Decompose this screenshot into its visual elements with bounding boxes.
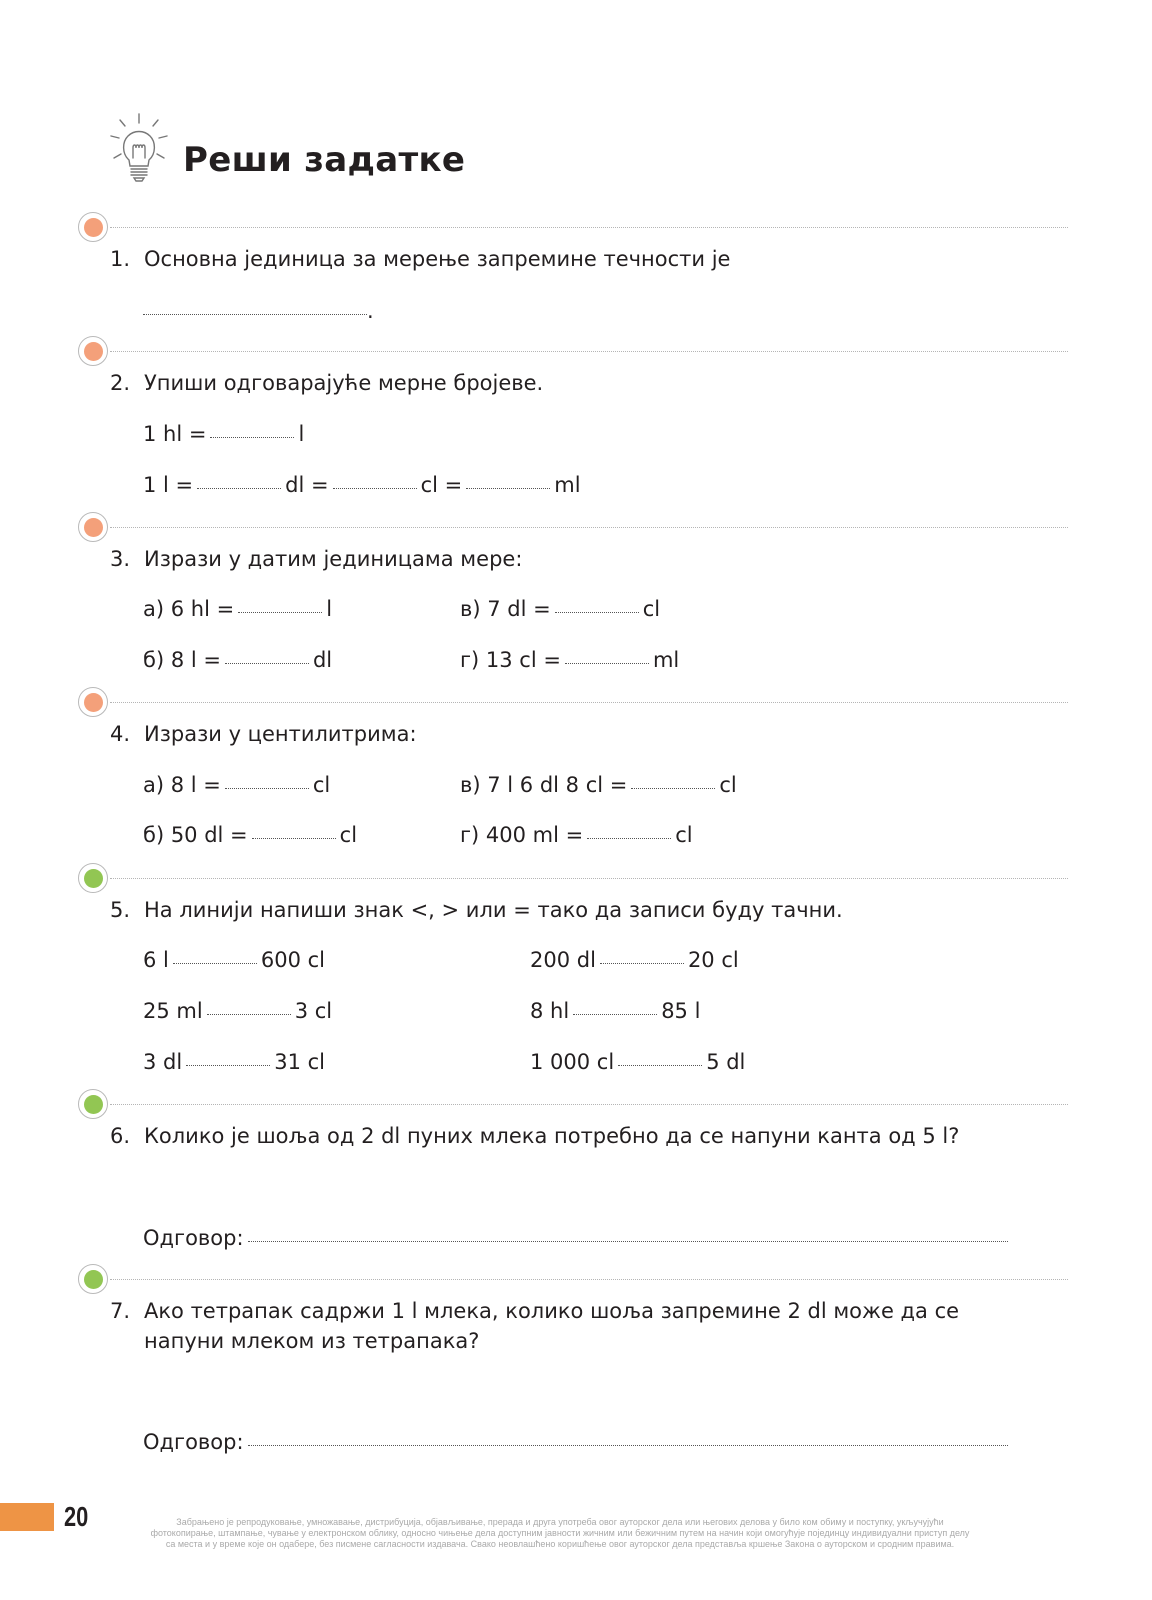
answer-label: Одговор:: [143, 1226, 244, 1250]
task-2-row-1: [143, 421, 304, 447]
left-value: 25 ml: [143, 999, 203, 1023]
task-1: [110, 246, 730, 272]
expression: г) 13 cl =: [460, 648, 561, 672]
sign-blank[interactable]: [573, 1014, 657, 1015]
dotted-divider: [110, 878, 1068, 879]
unit: l: [298, 422, 305, 446]
orange-bullet-icon: [84, 218, 103, 237]
comparison-item: [143, 947, 325, 973]
dotted-divider: [110, 351, 1068, 352]
right-value: 31 cl: [274, 1050, 325, 1074]
task-3b: [143, 647, 332, 673]
sign-blank[interactable]: [173, 963, 257, 964]
task-7: [110, 1298, 959, 1324]
unit: dl: [312, 648, 333, 672]
task-number: 1.: [110, 247, 131, 271]
lightbulb-icon: [108, 112, 170, 184]
answer-blank[interactable]: [210, 437, 294, 438]
dotted-divider: [110, 702, 1068, 703]
copyright-line: фотокопирање, штампање, чување у електронском облику, односно чињење дела доступним јавности жичним или бежичним путем на начин који омогућује појединцу индивидуални приступ делу: [150, 1528, 970, 1538]
task-separator: [78, 1264, 1068, 1296]
task-text: Колико је шоља од 2 dl пуних млека потребно да се напуни канта од 5 l?: [144, 1124, 960, 1148]
task-3v: [460, 596, 660, 622]
task-4g: [460, 822, 693, 848]
answer-blank[interactable]: [587, 838, 671, 839]
answer-blank[interactable]: [565, 663, 649, 664]
unit: cl: [642, 597, 661, 621]
task-separator: [78, 687, 1068, 719]
task-4a: [143, 772, 330, 798]
answer-blank[interactable]: [555, 612, 639, 613]
unit: ml: [652, 648, 680, 672]
unit: ml: [554, 473, 581, 497]
task-6: [110, 1123, 959, 1149]
answer-blank[interactable]: [466, 488, 550, 489]
expression: 1 hl =: [143, 422, 207, 446]
task-2: [110, 370, 543, 396]
task-separator: [78, 512, 1068, 544]
dotted-divider: [110, 527, 1068, 528]
expression: 1 l =: [143, 473, 194, 497]
expression: б) 50 dl =: [143, 823, 248, 847]
answer-blank[interactable]: [143, 314, 367, 315]
unit: cl =: [420, 473, 463, 497]
task-number: 4.: [110, 722, 131, 746]
page-title: Реши задатке: [183, 140, 466, 180]
task-number: 7.: [110, 1299, 131, 1323]
task-1-answer: [143, 298, 374, 324]
right-value: 5 dl: [706, 1050, 746, 1074]
expression: в) 7 dl =: [460, 597, 551, 621]
task-4: [110, 721, 417, 747]
comparison-item: [143, 998, 332, 1024]
answer-line[interactable]: [248, 1445, 1008, 1446]
period: .: [367, 299, 374, 323]
right-value: 600 cl: [260, 948, 326, 972]
left-value: 1 000 cl: [530, 1050, 615, 1074]
right-value: 20 cl: [687, 948, 739, 972]
task-6-answer: [143, 1225, 1012, 1251]
task-text: Ако тетрапак садржи 1 l млека, колико шоља запремине 2 dl може да се: [144, 1299, 960, 1323]
left-value: 3 dl: [143, 1050, 183, 1074]
left-value: 6 l: [143, 948, 169, 972]
sign-blank[interactable]: [600, 963, 684, 964]
answer-blank[interactable]: [238, 612, 322, 613]
task-text: Основна јединица за мерење запремине течности је: [144, 247, 731, 271]
green-bullet-icon: [84, 1270, 103, 1289]
orange-bullet-icon: [84, 342, 103, 361]
task-separator: [78, 863, 1068, 895]
task-text: Изрази у центилитрима:: [144, 722, 417, 746]
task-text: напуни млеком из тетрапака?: [144, 1329, 480, 1353]
task-number: 3.: [110, 547, 131, 571]
task-3g: [460, 647, 679, 673]
sign-blank[interactable]: [186, 1065, 270, 1066]
comparison-item: [143, 1049, 325, 1075]
unit: cl: [719, 773, 737, 797]
answer-blank[interactable]: [631, 788, 715, 789]
task-number: 5.: [110, 898, 131, 922]
orange-bullet-icon: [84, 693, 103, 712]
copyright-line: Забрањено је репродуковање, умножавање, дистрибуција, објављивање, прерада и друга употреба овог ауторског дела или његових делова у било ком обиму и поступку, укључујући: [176, 1517, 944, 1527]
task-separator: [78, 212, 1068, 244]
sign-blank[interactable]: [618, 1065, 702, 1066]
page-number: 20: [64, 1501, 89, 1532]
copyright-notice: [110, 1517, 1010, 1550]
right-value: 3 cl: [294, 999, 333, 1023]
task-text: Изрази у датим јединицама мере:: [144, 547, 523, 571]
expression: а) 8 l =: [143, 773, 221, 797]
dotted-divider: [110, 1104, 1068, 1105]
answer-blank[interactable]: [225, 663, 309, 664]
task-text: На линији напиши знак <, > или = тако да записи буду тачни.: [144, 898, 843, 922]
unit: cl: [312, 773, 331, 797]
expression: г) 400 ml =: [460, 823, 584, 847]
task-separator: [78, 1089, 1068, 1121]
left-value: 8 hl: [530, 999, 570, 1023]
task-3a: [143, 596, 332, 622]
green-bullet-icon: [84, 1095, 103, 1114]
comparison-item: [530, 1049, 745, 1075]
left-value: 200 dl: [530, 948, 596, 972]
unit: cl: [675, 823, 693, 847]
task-number: 6.: [110, 1124, 131, 1148]
task-2-row-2: [143, 472, 581, 498]
expression: б) 8 l =: [143, 648, 221, 672]
footer-color-bar: [0, 1503, 54, 1531]
unit: dl =: [285, 473, 329, 497]
right-value: 85 l: [661, 999, 701, 1023]
task-3: [110, 546, 522, 572]
comparison-item: [530, 998, 700, 1024]
comparison-item: [530, 947, 739, 973]
task-7-answer: [143, 1429, 1012, 1455]
dotted-divider: [110, 1279, 1068, 1280]
answer-blank[interactable]: [197, 488, 281, 489]
answer-blank[interactable]: [252, 838, 336, 839]
task-number: 2.: [110, 371, 131, 395]
task-separator: [78, 336, 1068, 368]
task-4v: [460, 772, 737, 798]
unit: cl: [339, 823, 358, 847]
answer-line[interactable]: [248, 1241, 1008, 1242]
answer-blank[interactable]: [225, 788, 309, 789]
expression: в) 7 l 6 dl 8 cl =: [460, 773, 628, 797]
unit: l: [326, 597, 333, 621]
answer-blank[interactable]: [333, 488, 417, 489]
answer-label: Одговор:: [143, 1430, 244, 1454]
task-text: Упиши одговарајуће мерне бројеве.: [144, 371, 544, 395]
task-4b: [143, 822, 357, 848]
dotted-divider: [110, 227, 1068, 228]
task-7-line-2: [144, 1328, 479, 1354]
green-bullet-icon: [84, 869, 103, 888]
expression: а) 6 hl =: [143, 597, 235, 621]
copyright-line: са места и у време које он одабере, без писмене сагласности издавача. Свако неовлашћено коришћење овог ауторског дела представља кршење Закона о ауторском и сродним правима.: [165, 1539, 955, 1549]
sign-blank[interactable]: [207, 1014, 291, 1015]
orange-bullet-icon: [84, 518, 103, 537]
task-5: [110, 897, 843, 923]
